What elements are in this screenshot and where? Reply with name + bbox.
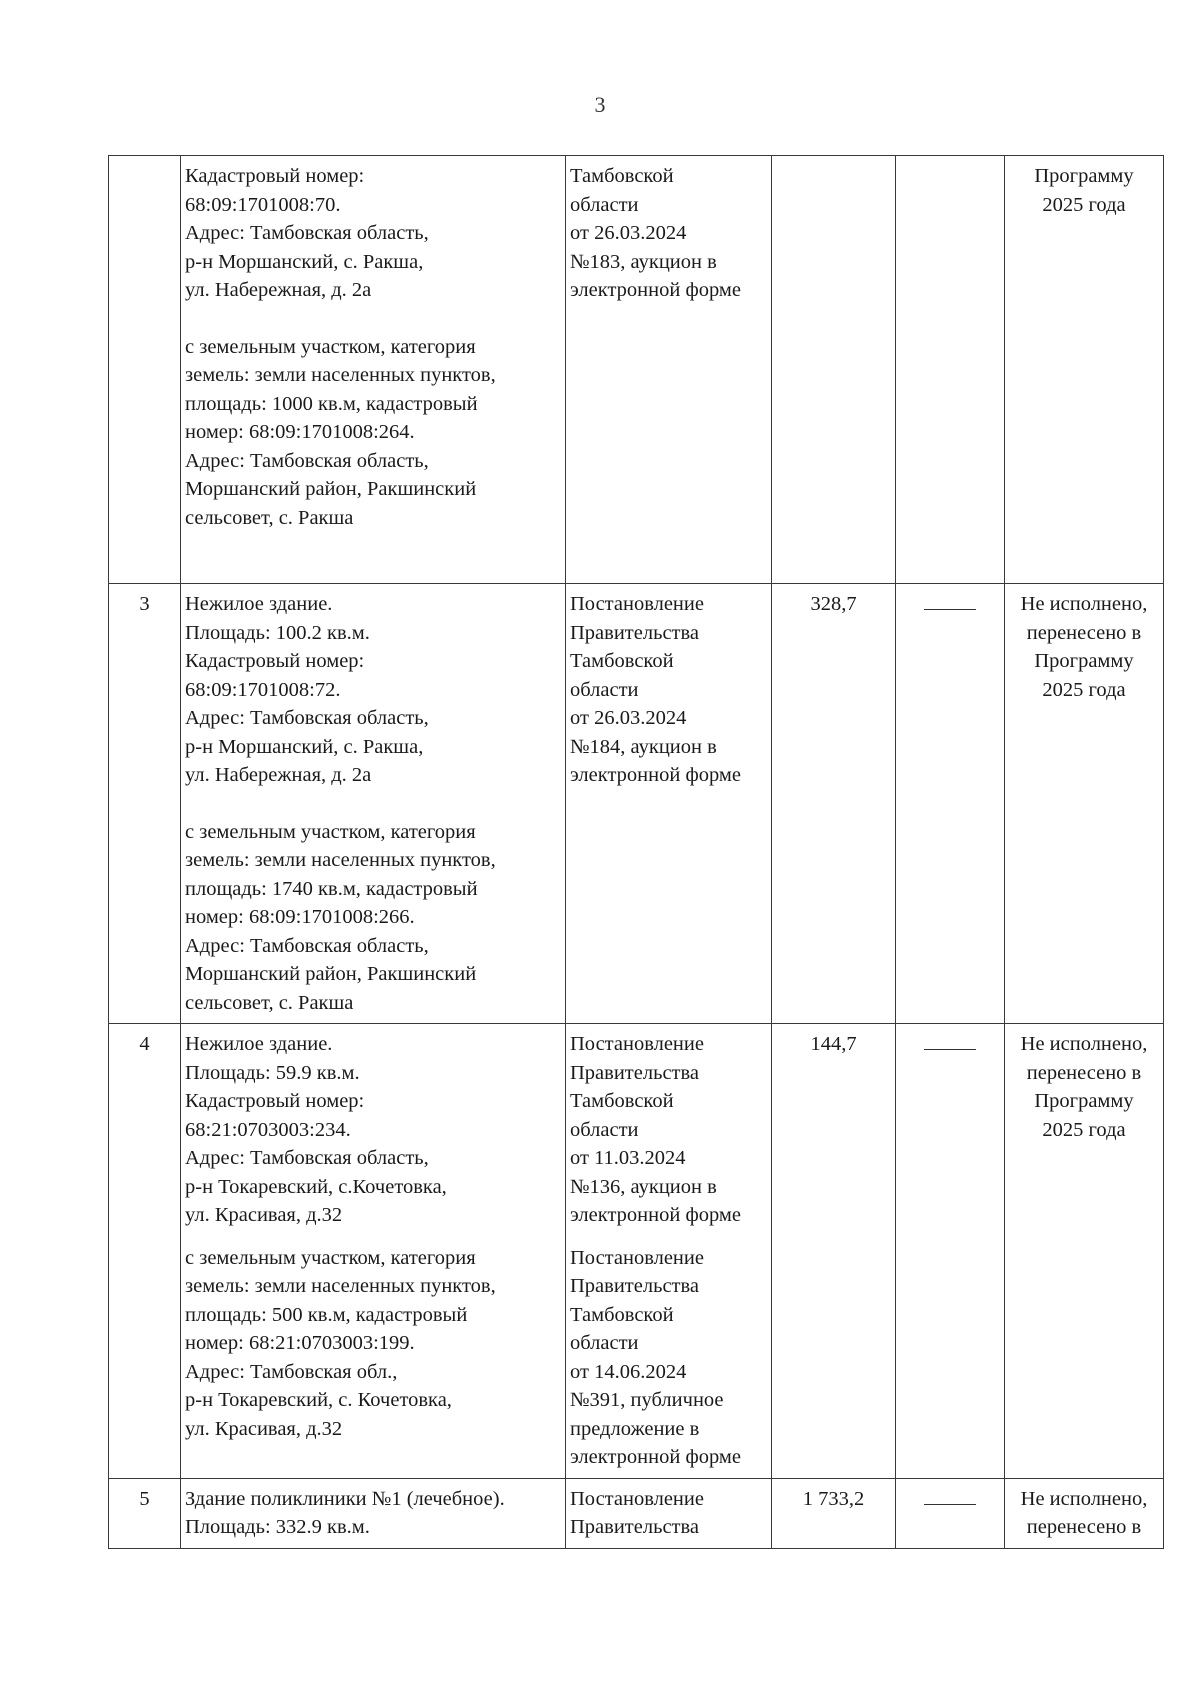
actual-amount-cell [896,1024,1005,1479]
land-plot-description-line: площадь: 1740 кв.м, кадастровый [185,877,478,900]
legal-act-line: от 11.03.2024 [570,1147,686,1169]
object-description-line: Адрес: Тамбовская область, [185,707,429,729]
planned-amount: 1 733,2 [802,1487,865,1510]
planned-amount-cell [772,584,896,1024]
object-description-cell [181,1478,566,1548]
object-description-line: ул. Набережная, д. 2а [185,279,372,301]
planned-amount-cell [772,1478,896,1548]
land-plot-description-line: Адрес: Тамбовская область, [185,449,429,472]
land-plot-description-line: земель: земли населенных пунктов, [185,364,496,386]
legal-act-line: Правительства [570,621,700,644]
row-number-cell [109,1024,181,1479]
execution-status-line: перенесено в [1026,1061,1142,1084]
property-table [108,155,1164,1549]
legal-act-line: электронной форме [570,279,741,301]
object-description-line: 68:09:1701008:72. [185,678,341,701]
legal-act-line: Правительства [570,1516,700,1538]
object-description-line: Нежилое здание. [185,593,333,615]
object-description-line: Кадастровый номер: [185,165,365,187]
legal-act-line: области [570,678,639,701]
object-description-line: Кадастровый номер: [185,1090,365,1112]
legal-act-line: Правительства [570,1275,700,1297]
legal-act-cell [566,156,772,584]
object-description-line: р-н Моршанский, с. Ракша, [185,735,424,758]
legal-act-line: Правительства [570,1061,700,1084]
land-plot-description-line: площадь: 1000 кв.м, кадастровый [185,392,478,415]
legal-act-line: Тамбовской [570,165,674,187]
row-number-cell [109,584,181,1024]
actual-amount-cell [896,1478,1005,1548]
land-plot-description-line: с земельным участком, категория [185,1246,476,1269]
land-plot-description-line: Адрес: Тамбовская область, [185,934,429,957]
land-plot-description-line: Адрес: Тамбовская обл., [185,1360,398,1383]
execution-status-line: перенесено в [1026,1516,1142,1538]
legal-act-line: Постановление [570,1246,704,1269]
land-plot-description-line: земель: земли населенных пунктов, [185,1275,496,1297]
execution-status-line: Программу [1034,165,1134,187]
legal-act-line: области [570,1118,639,1141]
empty-value-dash [900,1030,1000,1059]
legal-act-line: электронной форме [570,764,741,786]
object-description-line: Площадь: 100.2 кв.м. [185,621,370,644]
legal-act-line: Тамбовской [570,1303,674,1326]
land-plot-description-line: ул. Красивая, д.32 [185,1417,343,1440]
land-plot-description-line: номер: 68:09:1701008:266. [185,906,415,928]
planned-amount-cell [772,156,896,584]
row-number: 5 [139,1487,150,1510]
object-description-line: 68:21:0703003:234. [185,1118,351,1141]
object-description-cell [181,1024,566,1479]
execution-status-line: 2025 года [1042,1118,1126,1141]
land-plot-description-line: площадь: 500 кв.м, кадастровый [185,1303,468,1326]
legal-act-cell [566,584,772,1024]
table-row [109,1024,1164,1479]
object-description-line: ул. Набережная, д. 2а [185,764,372,786]
object-description-line: Адрес: Тамбовская область, [185,222,429,244]
legal-act-line: Постановление [570,1033,704,1055]
execution-status-line: Программу [1034,650,1134,672]
land-plot-description-line: сельсовет, с. Ракша [185,506,354,529]
table-row [109,1478,1164,1548]
execution-status-cell [1005,1024,1164,1479]
land-plot-description-line: номер: 68:21:0703003:199. [185,1332,415,1354]
land-plot-description-line: Моршанский район, Ракшинский [185,478,477,500]
object-description-line: Площадь: 59.9 кв.м. [185,1061,360,1084]
planned-amount: 144,7 [810,1033,857,1055]
empty-value-dash [900,1485,1000,1514]
row-number: 3 [139,593,150,615]
legal-act-line: №183, аукцион в [570,250,717,273]
object-description-cell [181,584,566,1024]
object-description-line: ул. Красивая, д.32 [185,1204,343,1226]
land-plot-description-line: с земельным участком, категория [185,335,476,358]
object-description-line: 68:09:1701008:70. [185,193,341,216]
land-plot-description-line: сельсовет, с. Ракша [185,991,354,1014]
empty-value-dash [900,590,1000,619]
legal-act-cell [566,1024,772,1479]
land-plot-description-line: номер: 68:09:1701008:264. [185,421,415,443]
object-description-cell [181,156,566,584]
legal-act-line: от 26.03.2024 [570,707,687,729]
object-description-line: р-н Моршанский, с. Ракша, [185,250,424,273]
planned-amount: 328,7 [810,593,857,615]
execution-status-cell [1005,156,1164,584]
object-description-line: Площадь: 332.9 кв.м. [185,1516,370,1538]
legal-act-line: Постановление [570,593,704,615]
legal-act-line: электронной форме [570,1446,741,1468]
object-description-line: Адрес: Тамбовская область, [185,1147,429,1169]
object-description-line: Здание поликлиники №1 (лечебное). [185,1487,505,1510]
land-plot-description-line: с земельным участком, категория [185,820,476,843]
object-description-line: Кадастровый номер: [185,650,365,672]
page-number: 3 [594,92,606,117]
execution-status-line: Не исполнено, [1020,1033,1148,1055]
execution-status-cell [1005,1478,1164,1548]
legal-act-line: Тамбовской [570,650,674,672]
legal-act-line: Постановление [570,1487,704,1510]
legal-act-line: электронной форме [570,1204,741,1226]
execution-status-line: 2025 года [1042,678,1126,701]
execution-status-line: Не исполнено, [1020,1487,1148,1510]
row-number: 4 [139,1033,150,1055]
legal-act-line: №184, аукцион в [570,735,717,758]
execution-status-cell [1005,584,1164,1024]
legal-act-line: от 26.03.2024 [570,222,687,244]
table-row [109,156,1164,584]
actual-amount-cell [896,584,1005,1024]
execution-status-line: Не исполнено, [1020,593,1148,615]
legal-act-line: от 14.06.2024 [570,1360,687,1383]
object-description-line: р-н Токаревский, с.Кочетовка, [185,1175,447,1198]
actual-amount-cell [896,156,1005,584]
property-table-body [109,156,1164,1549]
row-number-cell [109,156,181,584]
legal-act-line: предложение в [570,1417,700,1440]
legal-act-line: Тамбовской [570,1090,674,1112]
legal-act-cell [566,1478,772,1548]
legal-act-line: №136, аукцион в [570,1175,717,1198]
execution-status-line: Программу [1034,1090,1134,1112]
row-number-cell [109,1478,181,1548]
execution-status-line: перенесено в [1026,621,1142,644]
execution-status-line: 2025 года [1042,193,1126,216]
planned-amount-cell [772,1024,896,1479]
legal-act-line: №391, публичное [570,1389,724,1411]
object-description-line: Нежилое здание. [185,1033,333,1055]
legal-act-line: области [570,1332,639,1354]
table-row [109,584,1164,1024]
land-plot-description-line: р-н Токаревский, с. Кочетовка, [185,1389,452,1411]
legal-act-line: области [570,193,639,216]
land-plot-description-line: земель: земли населенных пунктов, [185,849,496,871]
land-plot-description-line: Моршанский район, Ракшинский [185,963,477,985]
